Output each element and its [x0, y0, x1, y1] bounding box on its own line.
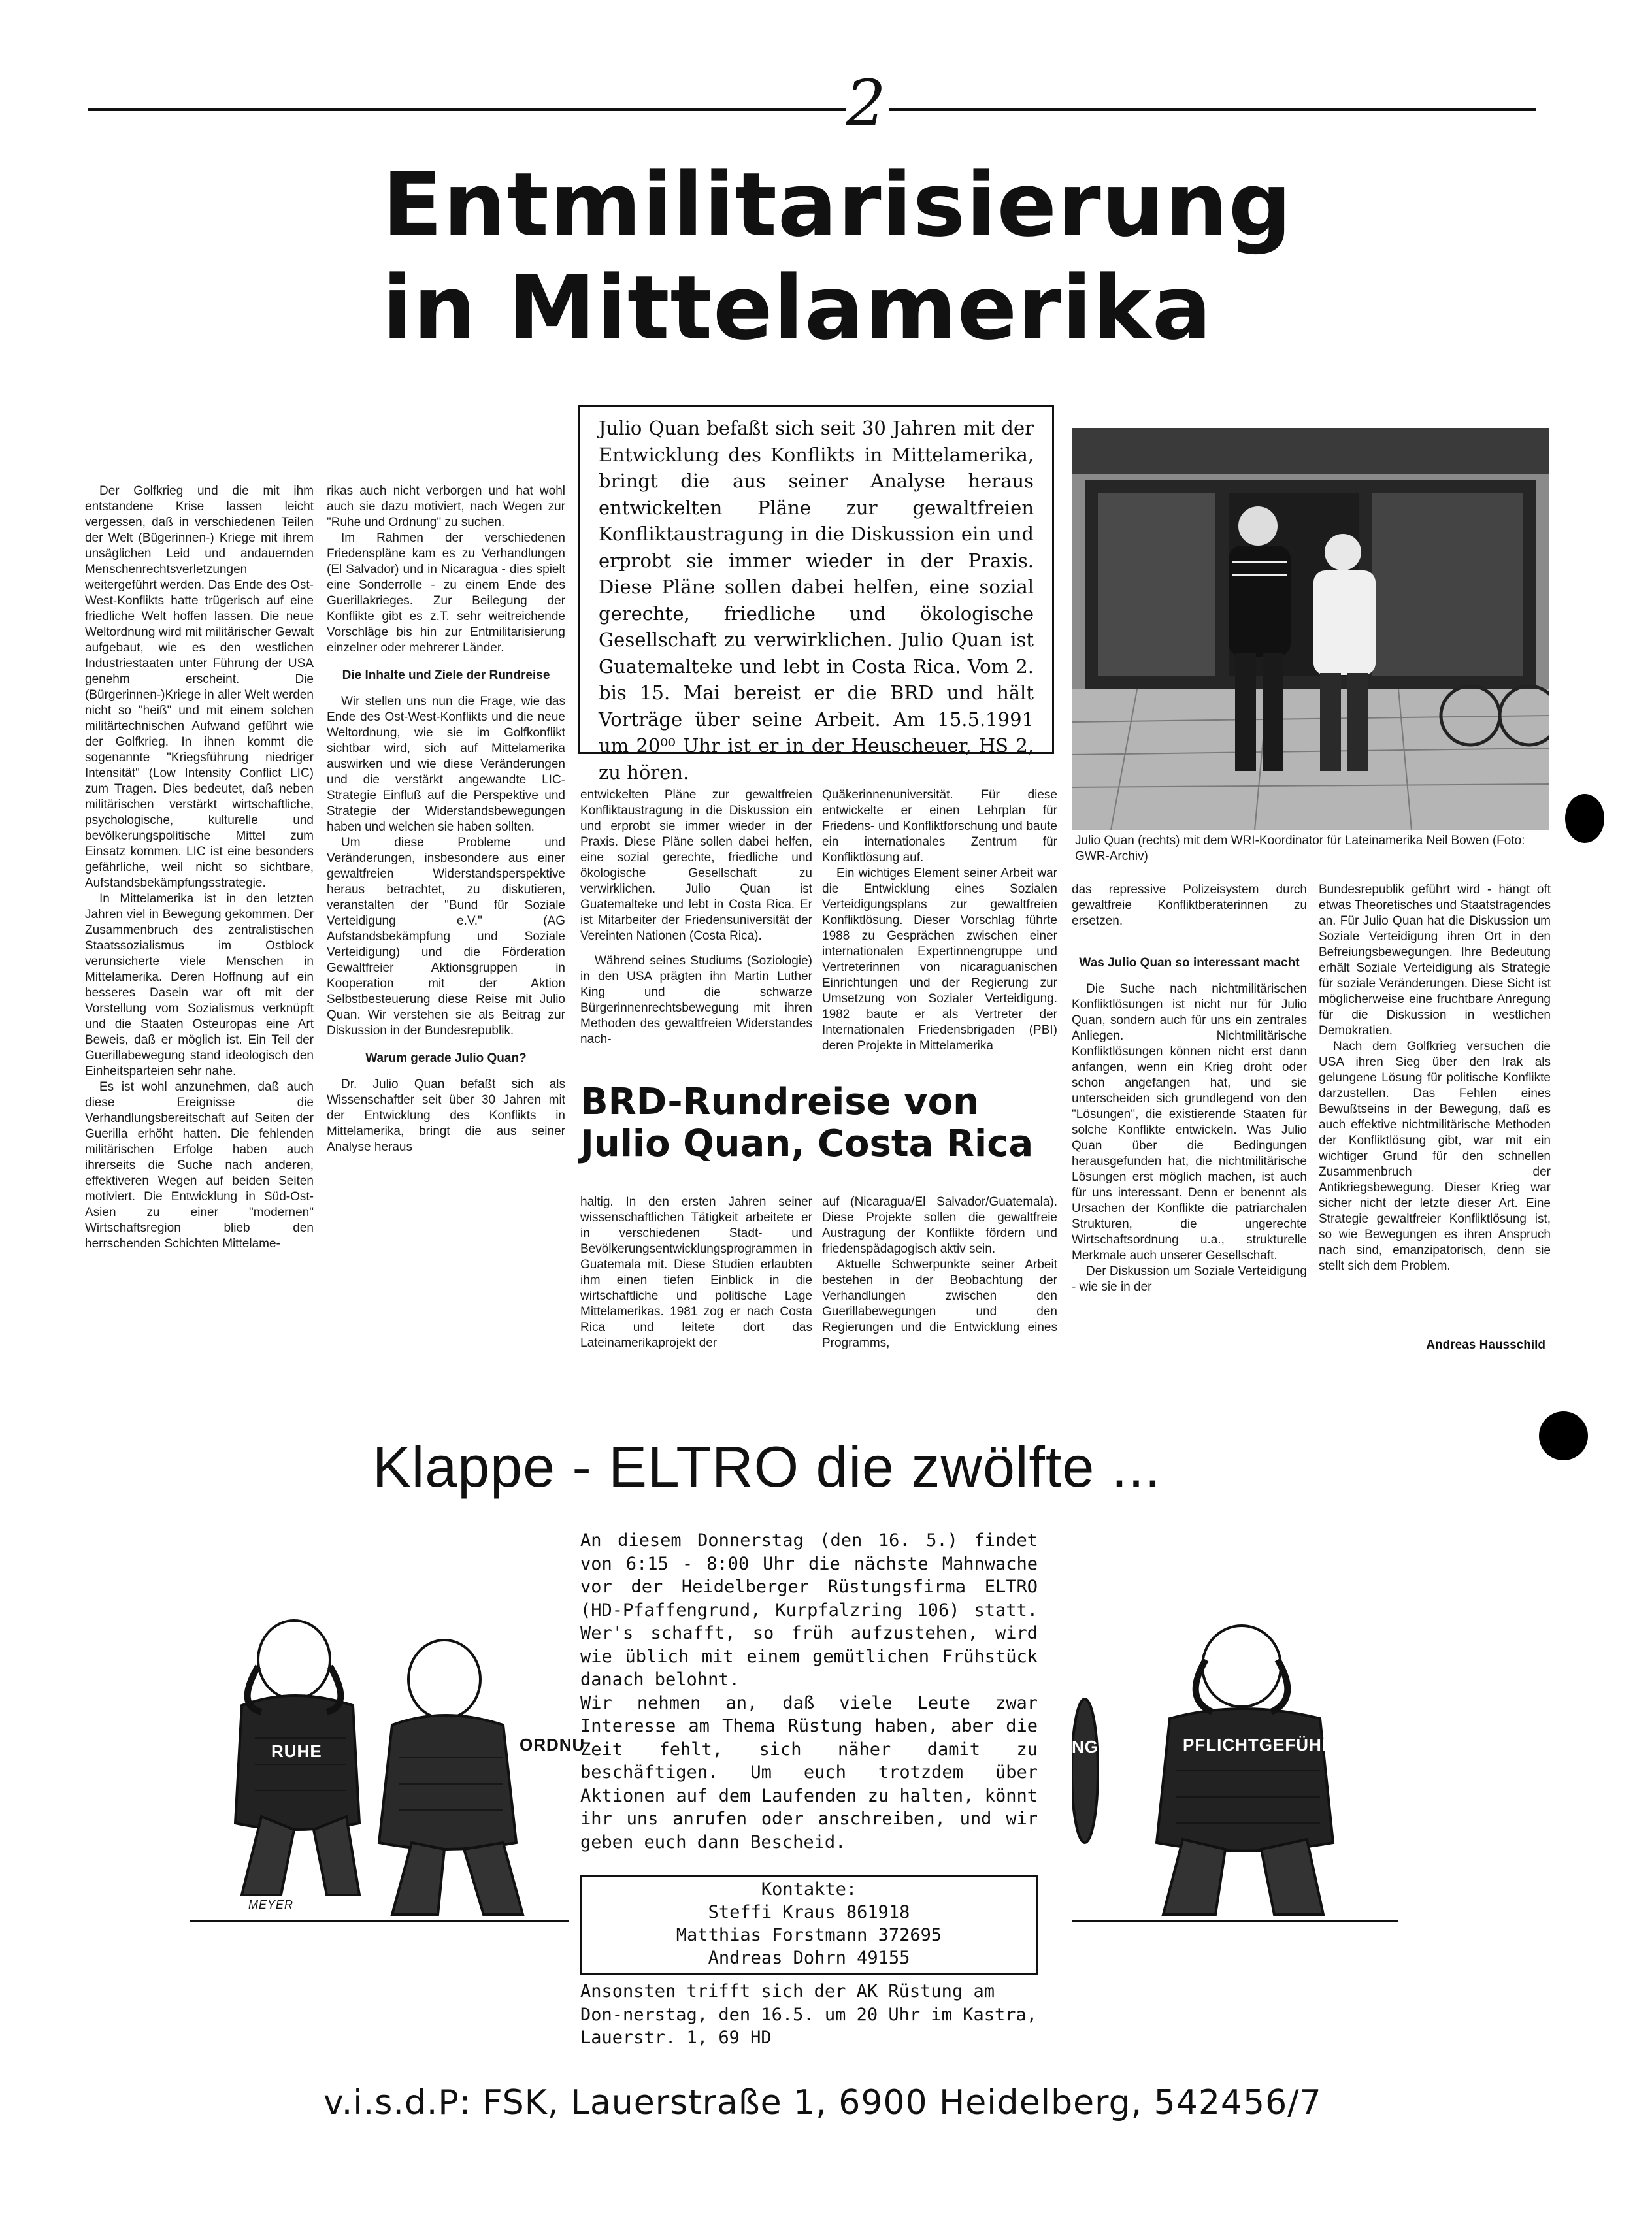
paragraph: rikas auch nicht verborgen und hat wohl auch sie dazu motiviert, nach Wegen zur "Ruhe und Ordnung" zu suchen. — [327, 484, 565, 529]
cartoon-figures-left — [163, 1607, 582, 1934]
cartoon-sign-ordnu: ORDNU — [520, 1735, 586, 1754]
paragraph: Im Rahmen der verschiedenen Friedenspläne kam es zu Verhandlungen (El Salvador) und in Nicaragua - dies spielt eine Sonderrolle - zu einem Ende des Guerillakrieges. Zur Beilegung der Konflikte gibt es z.T. sehr weitreichende Vorschläge bis hin zur Entmilitarisierung einzelner oder mehrerer Länder. — [327, 531, 565, 655]
paragraph: Bundesrepublik geführt wird - hängt oft etwas Theoretisches und Staatstragendes an. Für Julio Quan hat die Diskussion um Soziale Verteidigung ihren Ort in den Befreiungsbewegungen. Ihre Bedeutung erhält Soziale Verteidigung als Strategie für soziale Veränderungen. Diese Sicht ist möglicherweise eine fruchtbare Anregung für die Diskussion in westlichen Demokratien. — [1319, 883, 1551, 1038]
headline: Entmilitarisierung in Mittelamerika — [382, 154, 1293, 359]
eltro-text — [580, 1529, 1038, 1854]
paragraph: auf (Nicaragua/El Salvador/Guatemala). Diese Projekte sollen die gewaltfreie Austragung der Konflikte fördern und friedenspädagogisch aktiv sein. — [822, 1195, 1057, 1256]
subheadline: BRD-Rundreise von Julio Quan, Costa Rica — [580, 1081, 1034, 1165]
cartoon-right — [1072, 1607, 1412, 1934]
article-column-6 — [1319, 882, 1551, 1274]
article-column-4-top — [822, 787, 1057, 1054]
footer-imprint: v.i.s.d.P: FSK, Lauerstraße 1, 6900 Heidelberg, 542456/7 — [323, 2083, 1322, 2122]
paragraph: Ein wichtiges Element seiner Arbeit war die Entwicklung eines Sozialen Verteidigungsplans zur gewaltfreien Konfliktlösung. Dieser Vorschlag führte 1988 zu Gesprächen zwischen einer internationalen Expertinnengruppe und Vertreterinnen von nicaraguanischen Einrichtungen und der Regierung zur Umsetzung von Sozialer Verteidigung. 1982 baute er als Vertreter der Internationalen Friedensbrigaden (PBI) deren Projekte in Mittelamerika — [822, 866, 1057, 1053]
article-column-5 — [1072, 882, 1307, 1295]
paragraph: Dr. Julio Quan befaßt sich als Wissenschaftler seit über 30 Jahren mit der Entwicklung des Konflikts in Mittelamerika, bringt die aus seiner Analyse heraus — [327, 1078, 565, 1154]
contact-entry: Matthias Forstmann 372695 — [676, 1925, 942, 1945]
paragraph: Aktuelle Schwerpunkte seiner Arbeit bestehen in der Beobachtung der Verhandlungen zwischen den Guerillabewegungen und den Regierungen und die Entwicklung eines Programms, — [822, 1258, 1057, 1350]
photo-caption: Julio Quan (rechts) mit dem WRI-Koordinator für Lateinamerika Neil Bowen (Foto: GWR-Archiv) — [1075, 834, 1525, 863]
paragraph: In Mittelamerika ist in den letzten Jahren viel in Bewegung gekommen. Der Zusammenbruch des zentralistischen Staatssozialismus im Ostblock verunsicherte viele Menschen in Mittelamerika. Deren Hoffnung auf ein besseres Dasein war oft mit der Vorstellung vom Sozialismus verknüpft und die Staaten Osteuropas eine Art Beweis, daß er möglich ist. Ein Teil der Guerillabewegung stand ideologisch den Einheitsparteien sehr nahe. — [85, 892, 314, 1078]
contact-entry: Andreas Dohrn 49155 — [708, 1948, 910, 1968]
section-heading-warum: Warum gerade Julio Quan? — [365, 1051, 527, 1065]
paragraph: An diesem Donnerstag (den 16. 5.) findet von 6:15 - 8:00 Uhr die nächste Mahnwache vor der Heidelberger Rüstungsfirma ELTRO (HD-Pfaffengrund, Kurpfalzring 106) statt. Wer's schafft, so früh aufzustehen, wird wie üblich mit einem gemütlichen Frühstück danach belohnt. — [580, 1530, 1038, 1690]
paragraph: haltig. In den ersten Jahren seiner wissenschaftlichen Tätigkeit arbeitete er in verschiedenen Stadt- und Bevölkerungsentwicklungsprogrammen in Guatemala mit. Diese Studien erlaubten ihm einen tiefen Einblick in die wirtschaftliche und politische Lage Mittelamerikas. 1981 zog er nach Costa Rica und leitete dort das Lateinamerikaprojekt der — [580, 1195, 812, 1350]
page-number: 2 — [846, 67, 886, 140]
top-rule-left — [88, 108, 846, 111]
contacts-box — [580, 1875, 1038, 1975]
cartoon-figure-right — [1072, 1607, 1412, 1934]
article-column-2 — [327, 484, 565, 1155]
cartoon-sign-ng: NG — [1072, 1737, 1099, 1756]
paragraph: Ansonsten trifft sich der AK Rüstung am Don-nerstag, den 16.5. um 20 Uhr im Kastra, Lauerstr. 1, 69 HD — [580, 1981, 1037, 2048]
section-heading-rundreise: Die Inhalte und Ziele der Rundreise — [342, 668, 550, 682]
eltro-title: Klappe - ELTRO die zwölfte ... — [372, 1434, 1162, 1499]
contacts-title: Kontakte: — [761, 1879, 857, 1900]
paragraph: Wir nehmen an, daß viele Leute zwar Interesse am Thema Rüstung haben, aber die Zeit fehlt, sich näher damit zu beschäftigen. Um euch trotzdem über Aktionen auf dem Laufenden zu halten, könnt ihr uns anrufen oder anschreiben, und wir geben euch dann Bescheid. — [580, 1692, 1038, 1852]
photo-julio-quan — [1072, 428, 1549, 830]
article-column-4-bottom — [822, 1194, 1057, 1351]
paragraph: Quäkerinnenuniversität. Für diese entwickelte er einen Lehrplan für Friedens- und Konfliktforschung und baute ein internationales Zentrum für Konfliktlösung auf. — [822, 788, 1057, 864]
cartoon-sign-ruhe: RUHE — [271, 1741, 322, 1761]
paragraph: Der Diskussion um Soziale Verteidigung - wie sie in der — [1072, 1264, 1307, 1294]
top-rule-right — [889, 108, 1536, 111]
paragraph: Wir stellen uns nun die Frage, wie das Ende des Ost-West-Konflikts und die neue Weltordnung, wie sie im Golfkonflikt sichtbar wird, sich auf Mittelamerika auswirken und wie diese Veränderungen und die verstärkt angewandte LIC-Strategie Einfluß auf die Perspektive und Strategie der Widerstandsbewegungen haben und welchen sie haben sollten. — [327, 695, 565, 834]
intro-box: Julio Quan befaßt sich seit 30 Jahren mit der Entwicklung des Konflikts in Mittelamerika, bringt die aus seiner Analyse heraus entwickelten Pläne zur gewaltfreien Konfliktaustragung in die Diskussion ein und erprobt sie immer wieder in der Praxis. Diese Pläne sollen dabei helfen, eine sozial gerechte, friedliche und ökologische Gesellschaft zu verwirklichen. Julio Quan ist Guatemalteke und lebt in Costa Rica. Vom 2. bis 15. Mai bereist er die BRD und hält Vorträge über seine Arbeit. Am 15.5.1991 um 20⁰⁰ Uhr ist er in der Heuscheuer, HS 2, zu hören. — [578, 405, 1054, 754]
paragraph: Die Suche nach nichtmilitärischen Konfliktlösungen ist nicht nur für Julio Quan, sondern auch für uns ein zentrales Anliegen. Nichtmilitärische Konfliktlösungen können nicht erst dann anfangen, wenn ein Krieg droht oder schon angefangen hat, und sie unterscheiden sich grundlegend von den "Lösungen", die existierende Staaten für solche Konflikte entwickeln. Was Julio Quan über die Bedingungen herausgefunden hat, die nichtmilitärische Lösungen erst möglich machen, ist auch für uns interessant. Denn er benennt als Ursachen der Konflikte die patriarchalen Strukturen, die ungerechte Wirtschaftsordnung u.a., strukturelle Merkmale auch unserer Gesellschaft. — [1072, 982, 1307, 1262]
paragraph: Es ist wohl anzunehmen, daß auch diese Ereignisse die Verhandlungsbereitschaft auf Seiten der Guerilla erhöht hatten. Die fehlenden militärischen Erfolge haben auch ihrerseits die Suche nach anderen, effektiveren Wegen auf beiden Seiten motiviert. Die Entwicklung in Süd-Ost-Asien zu einer "modernen" Wirtschaftsregion blieb den herrschenden Schichten Mittelame- — [85, 1080, 314, 1251]
paragraph: das repressive Polizeisystem durch gewaltfreie Konfliktberaterinnen zu ersetzen. — [1072, 883, 1307, 928]
article-column-3-top — [580, 787, 812, 1047]
paragraph: Nach dem Golfkrieg versuchen die USA ihren Sieg über den Irak als gelungene Lösung für politische Konflikte darzustellen. Das Fehlen eines Bewußtseins in der Bewegung, daß es auch effektive nichtmilitärische Methoden der Konfliktlösung gibt, war mit ein wichtiger Grund für den schnellen Zusammenbruch der Antikriegsbewegung. Dieser Krieg war sicher nicht der letzte dieser Art. Eine Strategie gewaltfreier Konfliktlösung ist, so wie Bewegungen es ihren Anspruch nach sind, emanzipatorisch, denn sie stellt sich dem Problem. — [1319, 1040, 1551, 1273]
paragraph: Der Golfkrieg und die mit ihm entstandene Krise lassen leicht vergessen, daß in verschiedenen Teilen der Welt (Bügerinnen-) Kriege mit ihrem unsäglichen Leid und andauernden Menschenrechtsverletzungen weitergeführt werden. Das Ende des Ost-West-Konflikts hatte trügerisch auf eine friedliche Welt hoffen lassen. Die neue Weltordnung wird mit militärischer Gewalt aufgebaut, wie es den westlichen Industriestaaten unter Führung der USA genehm erscheint. Die (Bürgerinnen-)Kriege in aller Welt werden nicht so "heiß" und mit einem solchen militärtechnischen Aufwand geführt wie der Golfkrieg. In ihnen kommt die sogenannte "Kriegsführung niedriger Intensität" (Low Intensity Conflict LIC) zum Tragen. Dies bedeutet, daß neben militärischen verstärkt wirtschaftliche, psychologische, kulturelle und bevölkerungspolitische Mittel zum Einsatz kommen. LIC ist eine besonders gefährliche, weil nicht so sichtbare, Aufstandsbekämpfungsstrategie. — [85, 484, 314, 890]
article-column-3-bottom — [580, 1194, 812, 1351]
cartoon-left — [163, 1607, 586, 1934]
photo-illustration — [1072, 428, 1549, 830]
cartoon-sign-pflichtgefuehl: PFLICHTGEFÜHL — [1183, 1735, 1333, 1754]
contact-entry: Steffi Kraus 861918 — [708, 1902, 910, 1922]
article-column-1 — [85, 484, 314, 1252]
author: Andreas Hausschild — [1426, 1338, 1545, 1352]
paragraph: Während seines Studiums (Soziologie) in den USA prägten ihn Martin Luther King und die schwarze Bürgerinnenrechtsbewegung mit ihren Methoden des gewaltfreien Widerstandes nach- — [580, 954, 812, 1046]
paragraph: entwickelten Pläne zur gewaltfreien Konfliktaustragung in die Diskussion ein und erprobt sie immer wieder in der Praxis. Diese Pläne sollen dabei helfen, eine sozial gerechte, friedliche und ökologische Gesellschaft zu verwirklichen. Julio Quan ist Guatemalteke und lebt in Costa Rica. Er ist Mitarbeiter der Friedensuniversität der Vereinten Nationen (Costa Rica). — [580, 788, 812, 943]
section-heading-interessant: Was Julio Quan so interessant macht — [1079, 956, 1300, 970]
punch-hole — [1565, 794, 1604, 843]
paragraph: Um diese Probleme und Veränderungen, insbesondere aus einer gewaltfreien Widerstandsperspektive heraus betrachtet, zu diskutieren, veranstalten der "Bund für Soziale Verteidigung e.V." (AG Aufstandsbekämpfung und Soziale Verteidigung) und die Förderation Gewaltfreier Aktionsgruppen in Kooperation mit der Aktion Selbstbesteuerung diese Reise mit Julio Quan. Wir verstehen sie als Beitrag zur Diskussion in der Bundesrepublik. — [327, 836, 565, 1038]
punch-hole — [1539, 1411, 1588, 1460]
ak-meeting-text — [580, 1980, 1038, 2050]
cartoon-signature: MEYER — [248, 1898, 294, 1911]
